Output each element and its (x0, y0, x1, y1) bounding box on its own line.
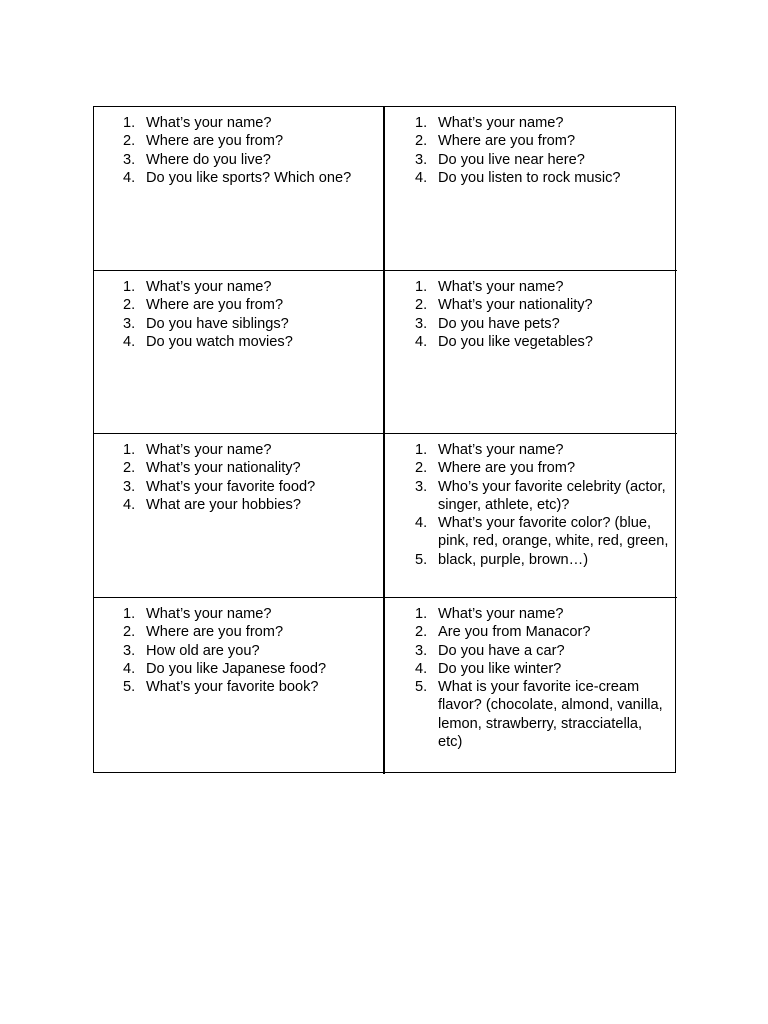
question-text: Where do you live? (146, 151, 271, 168)
question-text: What’s your nationality? (438, 297, 593, 314)
question-text: Who’s your favorite celebrity (actor, singer, athlete, etc)? (438, 478, 666, 513)
question-item (415, 478, 669, 515)
question-item (123, 623, 375, 641)
question-item (415, 642, 669, 660)
question-text: Do you watch movies? (146, 333, 293, 350)
question-text: Do you like Japanese food? (146, 660, 327, 677)
question-number: 4. (415, 333, 428, 350)
question-item (415, 660, 669, 678)
question-number: 4. (415, 515, 428, 532)
question-text: Where are you from? (146, 297, 284, 314)
question-text: Do you like sports? Which one? (146, 169, 352, 186)
question-list (123, 441, 375, 514)
question-number: 3. (415, 315, 428, 332)
question-item (415, 678, 669, 751)
question-text: What’s your favorite food? (146, 478, 316, 495)
question-text: Where are you from? (146, 133, 284, 150)
question-item (123, 132, 375, 150)
question-list (415, 441, 669, 569)
question-item (415, 551, 669, 569)
question-number: 4. (123, 660, 136, 677)
question-card-3 (94, 271, 385, 434)
question-item (415, 623, 669, 641)
question-item (415, 169, 669, 187)
question-text: Are you from Manacor? (438, 624, 591, 641)
question-text: Do you have pets? (438, 315, 560, 332)
question-number: 4. (415, 169, 428, 186)
question-number: 1. (123, 279, 136, 295)
question-text: What’s your nationality? (146, 460, 301, 477)
question-item (415, 441, 669, 459)
question-item (123, 333, 375, 351)
question-item (123, 278, 375, 296)
question-number: 5. (415, 551, 428, 568)
question-item (415, 296, 669, 314)
question-number: 3. (123, 478, 136, 495)
question-text: What’s your name? (438, 279, 564, 295)
question-item (123, 114, 375, 132)
question-number: 2. (123, 624, 136, 641)
question-card-5 (94, 434, 385, 598)
question-card-grid (93, 106, 676, 773)
question-text: Where are you from? (438, 133, 576, 150)
question-text: Do you like vegetables? (438, 333, 593, 350)
question-item (123, 296, 375, 314)
question-number: 3. (415, 151, 428, 168)
question-list (123, 114, 375, 187)
question-number: 2. (123, 460, 136, 477)
question-list (415, 278, 669, 351)
question-card-8 (385, 598, 677, 774)
question-number: 3. (415, 642, 428, 659)
question-text: What’s your name? (438, 606, 564, 622)
question-item (123, 315, 375, 333)
question-item (415, 459, 669, 477)
question-item (123, 660, 375, 678)
question-text: Do you have a car? (438, 642, 565, 659)
question-number: 2. (415, 624, 428, 641)
question-text: What’s your name? (438, 442, 564, 458)
question-number: 5. (123, 679, 136, 696)
question-text: What’s your name? (146, 279, 272, 295)
question-item (123, 459, 375, 477)
question-number: 4. (123, 333, 136, 350)
question-text: Do you live near here? (438, 151, 585, 168)
question-text: black, purple, brown…) (438, 551, 589, 568)
question-item (123, 678, 375, 696)
question-text: Do you like winter? (438, 660, 562, 677)
question-number: 1. (415, 115, 428, 131)
question-card-1 (94, 107, 385, 271)
question-item (123, 151, 375, 169)
question-card-2 (385, 107, 677, 271)
question-number: 4. (123, 496, 136, 513)
question-item (415, 333, 669, 351)
question-card-7 (94, 598, 385, 774)
question-number: 2. (415, 133, 428, 150)
question-list (123, 278, 375, 351)
question-text: What is your favorite ice-cream flavor? (chocolate, almond, vanilla, lemon, strawberry, stracciatella, etc) (438, 679, 663, 751)
question-number: 1. (415, 442, 428, 458)
question-number: 3. (415, 478, 428, 495)
question-text: What’s your favorite color? (blue, pink, red, orange, white, red, green, (438, 515, 669, 550)
question-number: 4. (123, 169, 136, 186)
question-number: 2. (415, 460, 428, 477)
question-text: What are your hobbies? (146, 496, 301, 513)
question-number: 3. (123, 642, 136, 659)
question-list (415, 114, 669, 187)
question-item (123, 642, 375, 660)
question-number: 1. (123, 115, 136, 131)
question-item (415, 151, 669, 169)
question-item (415, 605, 669, 623)
question-number: 4. (415, 660, 428, 677)
question-number: 2. (415, 297, 428, 314)
question-number: 5. (415, 679, 428, 696)
question-text: How old are you? (146, 642, 260, 659)
question-number: 1. (415, 606, 428, 622)
question-item (415, 132, 669, 150)
question-text: What’s your name? (146, 606, 272, 622)
question-text: What’s your name? (438, 115, 564, 131)
question-text: Where are you from? (146, 624, 284, 641)
question-item (123, 496, 375, 514)
question-text: Do you have siblings? (146, 315, 289, 332)
question-item (415, 278, 669, 296)
question-number: 2. (123, 133, 136, 150)
question-number: 3. (123, 315, 136, 332)
question-item (123, 478, 375, 496)
question-item (415, 114, 669, 132)
question-text: What’s your name? (146, 442, 272, 458)
question-item (415, 315, 669, 333)
question-item (123, 169, 375, 187)
question-number: 1. (415, 279, 428, 295)
question-text: Do you listen to rock music? (438, 169, 621, 186)
question-number: 3. (123, 151, 136, 168)
question-item (123, 605, 375, 623)
question-number: 1. (123, 442, 136, 458)
question-list (415, 605, 669, 751)
question-card-4 (385, 271, 677, 434)
question-list (123, 605, 375, 696)
question-text: What’s your favorite book? (146, 679, 319, 696)
question-card-6 (385, 434, 677, 598)
question-text: Where are you from? (438, 460, 576, 477)
question-item (123, 441, 375, 459)
question-number: 1. (123, 606, 136, 622)
question-number: 2. (123, 297, 136, 314)
question-text: What’s your name? (146, 115, 272, 131)
question-item (415, 514, 669, 551)
